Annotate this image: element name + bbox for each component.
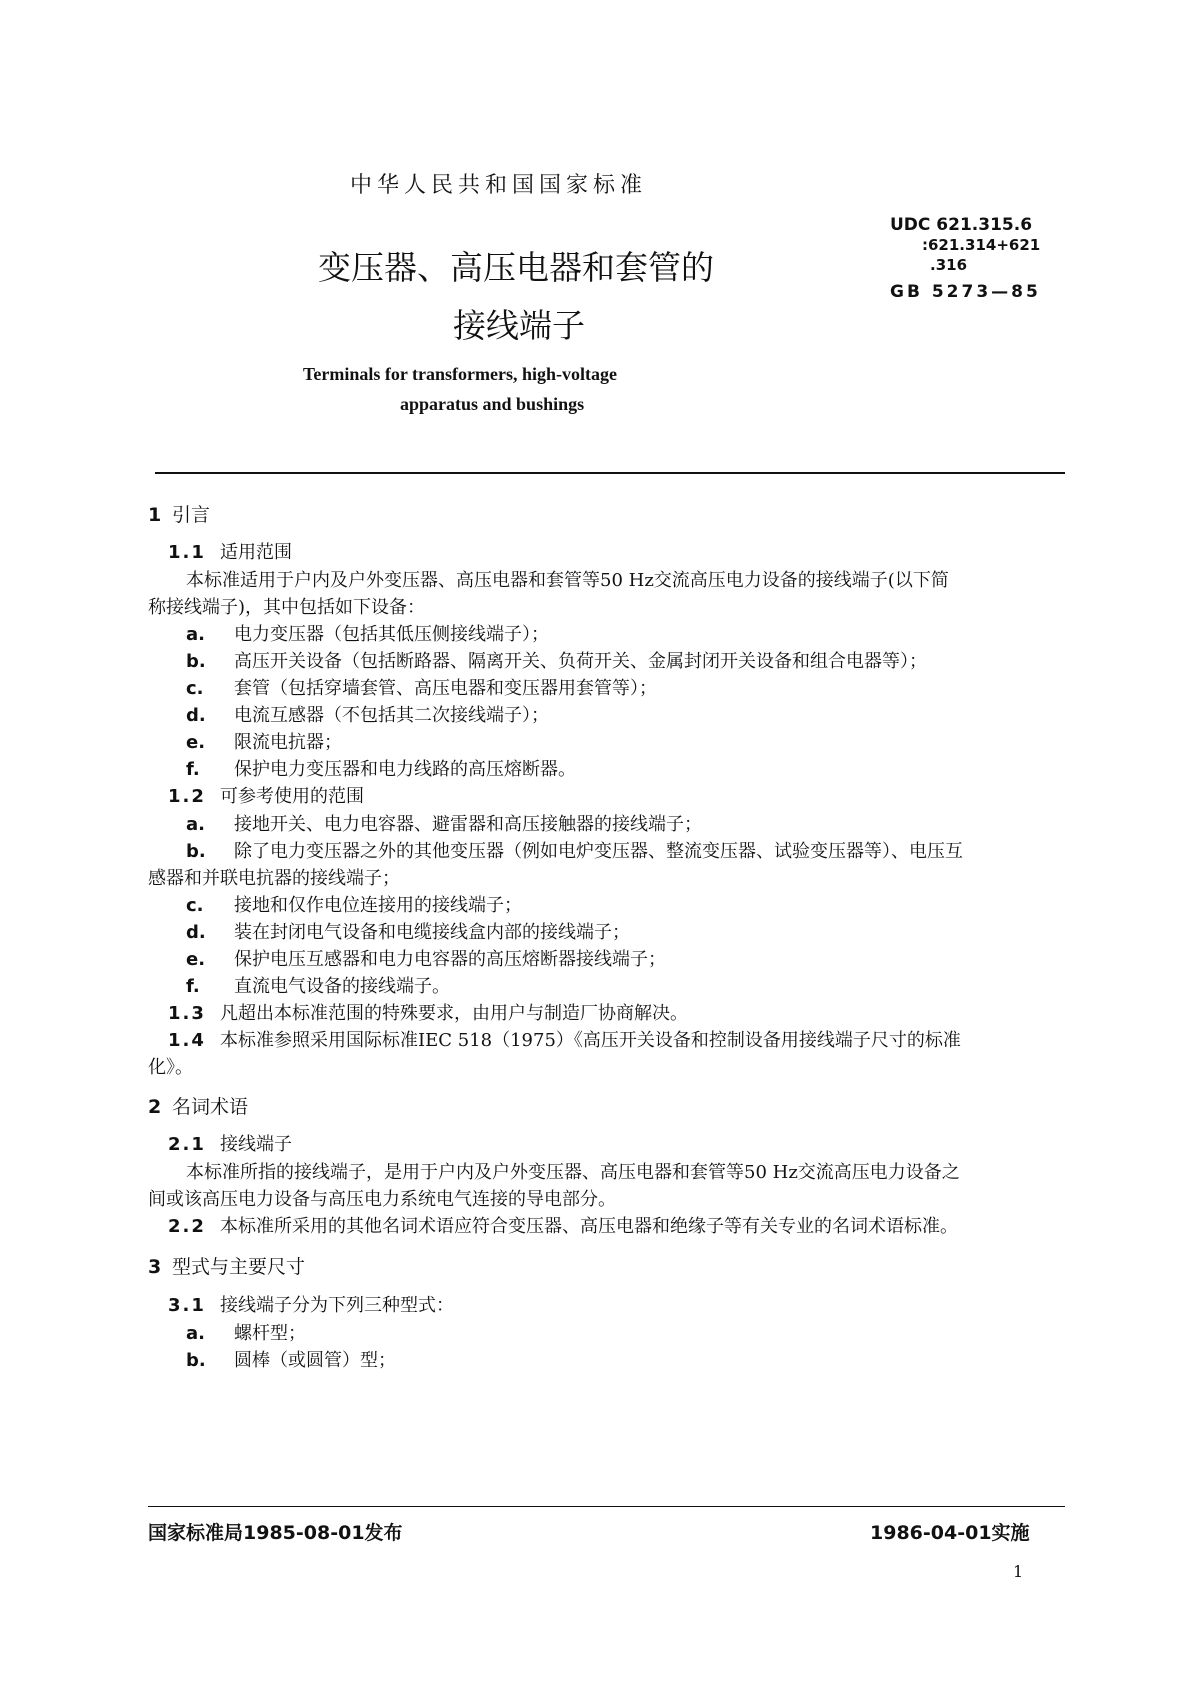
list-item xyxy=(186,674,657,700)
list-item-text: 高压开关设备（包括断路器、隔离开关、负荷开关、金属封闭开关设备和组合电器等）； xyxy=(234,651,927,672)
subsection-title: 可参考使用的范围 xyxy=(220,786,364,807)
udc-code-line-1: UDC 621.315.6 xyxy=(890,215,1033,235)
list-item xyxy=(186,972,450,998)
subsection-text: 本标准所采用的其他名词术语应符合变压器、高压电器和绝缘子等有关专业的名词术语标准。 xyxy=(220,1216,958,1237)
footer-divider xyxy=(148,1506,1065,1507)
section-number: 1 xyxy=(148,504,162,526)
issue-date: 国家标准局1985-08-01发布 xyxy=(148,1522,403,1544)
list-item-letter: a. xyxy=(186,1323,205,1344)
section-2-heading xyxy=(148,1092,248,1119)
list-item xyxy=(186,701,549,727)
section-1-heading xyxy=(148,500,210,527)
list-item-text: 接地和仅作电位连接用的接线端子； xyxy=(234,895,522,916)
list-item-letter: c. xyxy=(186,895,204,916)
list-item-text: 装在封闭电气设备和电缆接线盒内部的接线端子； xyxy=(234,922,630,943)
list-item-letter: e. xyxy=(186,949,206,970)
paragraph-line: 称接线端子)，其中包括如下设备： xyxy=(148,597,426,618)
list-item-letter: b. xyxy=(186,651,206,672)
list-item xyxy=(186,945,666,971)
paragraph-line: 本标准所指的接线端子，是用于户内及户外变压器、高压电器和套管等50 Hz交流高压电力设备之 xyxy=(186,1162,960,1183)
list-item-text: 圆棒（或圆管）型； xyxy=(234,1350,396,1371)
section-title: 型式与主要尺寸 xyxy=(172,1256,306,1278)
subsection-1-4 xyxy=(168,1026,961,1052)
list-item xyxy=(186,918,630,944)
list-item-text: 电力变压器（包括其低压侧接线端子）； xyxy=(234,624,549,645)
subsection-2-1-heading xyxy=(168,1130,292,1156)
document-title-line-2: 接线端子 xyxy=(453,306,585,345)
gb-standard-code: GB 5273—85 xyxy=(890,282,1041,302)
list-item-text: 套管（包括穿墙套管、高压电器和变压器用套管等）； xyxy=(234,678,657,699)
list-item-letter: c. xyxy=(186,678,204,699)
list-item-letter: a. xyxy=(186,624,205,645)
list-item-text: 螺杆型； xyxy=(234,1323,306,1344)
list-item xyxy=(186,620,549,646)
issuing-country-standard: 中华人民共和国国家标准 xyxy=(350,173,648,198)
paragraph-line: 化》。 xyxy=(148,1057,193,1078)
list-item-text: 直流电气设备的接线端子。 xyxy=(234,976,450,997)
list-item-letter: b. xyxy=(186,841,206,862)
list-item xyxy=(186,1346,396,1372)
paragraph-line: 本标准适用于户内及户外变压器、高压电器和套管等50 Hz交流高压电力设备的接线端子(以下简 xyxy=(186,570,949,591)
subsection-title: 接线端子分为下列三种型式： xyxy=(220,1295,454,1316)
list-item xyxy=(186,647,927,673)
subsection-number: 2.1 xyxy=(168,1134,206,1155)
section-title: 名词术语 xyxy=(172,1096,249,1118)
list-item-letter: a. xyxy=(186,814,205,835)
list-item xyxy=(186,1319,306,1345)
page-number: 1 xyxy=(1013,1562,1024,1581)
list-item xyxy=(186,728,342,754)
list-item-letter: e. xyxy=(186,732,206,753)
list-item-text: 接地开关、电力电容器、避雷器和高压接触器的接线端子； xyxy=(234,814,702,835)
subsection-2-2 xyxy=(168,1212,958,1238)
section-3-heading xyxy=(148,1252,305,1279)
list-item-letter: d. xyxy=(186,922,206,943)
list-item-text: 限流电抗器； xyxy=(234,732,342,753)
subsection-title: 接线端子 xyxy=(220,1134,292,1155)
subsection-number: 1.2 xyxy=(168,786,206,807)
subsection-number: 3.1 xyxy=(168,1295,206,1316)
list-item-letter: b. xyxy=(186,1350,206,1371)
udc-code-line-3: .316 xyxy=(930,256,968,274)
list-item-letter: f. xyxy=(186,759,200,780)
udc-code-line-2: :621.314+621 xyxy=(922,236,1041,254)
subsection-1-1-heading xyxy=(168,538,292,564)
subsection-number: 2.2 xyxy=(168,1216,206,1237)
subsection-3-1-heading xyxy=(168,1291,454,1317)
document-title-line-1: 变压器、高压电器和套管的 xyxy=(318,248,714,287)
subsection-text: 凡超出本标准范围的特殊要求，由用户与制造厂协商解决。 xyxy=(220,1003,688,1024)
list-item-text: 保护电压互感器和电力电容器的高压熔断器接线端子； xyxy=(234,949,666,970)
list-item-text: 电流互感器（不包括其二次接线端子）； xyxy=(234,705,549,726)
english-title-line-2: apparatus and bushings xyxy=(400,394,585,414)
paragraph-line: 感器和并联电抗器的接线端子； xyxy=(148,868,400,889)
subsection-text: 本标准参照采用国际标准IEC 518（1975）《高压开关设备和控制设备用接线端子尺寸的标准 xyxy=(220,1030,961,1051)
header-divider xyxy=(155,472,1065,474)
section-title: 引言 xyxy=(172,504,211,526)
subsection-number: 1.3 xyxy=(168,1003,206,1024)
list-item-text: 保护电力变压器和电力线路的高压熔断器。 xyxy=(234,759,576,780)
subsection-1-2-heading xyxy=(168,782,364,808)
list-item xyxy=(186,810,702,836)
effective-date: 1986-04-01实施 xyxy=(870,1522,1030,1544)
list-item xyxy=(186,837,963,863)
section-number: 2 xyxy=(148,1096,162,1118)
paragraph-line: 间或该高压电力设备与高压电力系统电气连接的导电部分。 xyxy=(148,1189,616,1210)
subsection-title: 适用范围 xyxy=(220,542,292,563)
subsection-1-3 xyxy=(168,999,688,1025)
subsection-number: 1.1 xyxy=(168,542,206,563)
list-item xyxy=(186,891,522,917)
english-title-line-1: Terminals for transformers, high-voltage xyxy=(303,364,617,384)
list-item-letter: d. xyxy=(186,705,206,726)
subsection-number: 1.4 xyxy=(168,1030,206,1051)
list-item-text: 除了电力变压器之外的其他变压器（例如电炉变压器、整流变压器、试验变压器等）、电压互 xyxy=(234,841,963,862)
section-number: 3 xyxy=(148,1256,162,1278)
list-item-letter: f. xyxy=(186,976,200,997)
list-item xyxy=(186,755,576,781)
